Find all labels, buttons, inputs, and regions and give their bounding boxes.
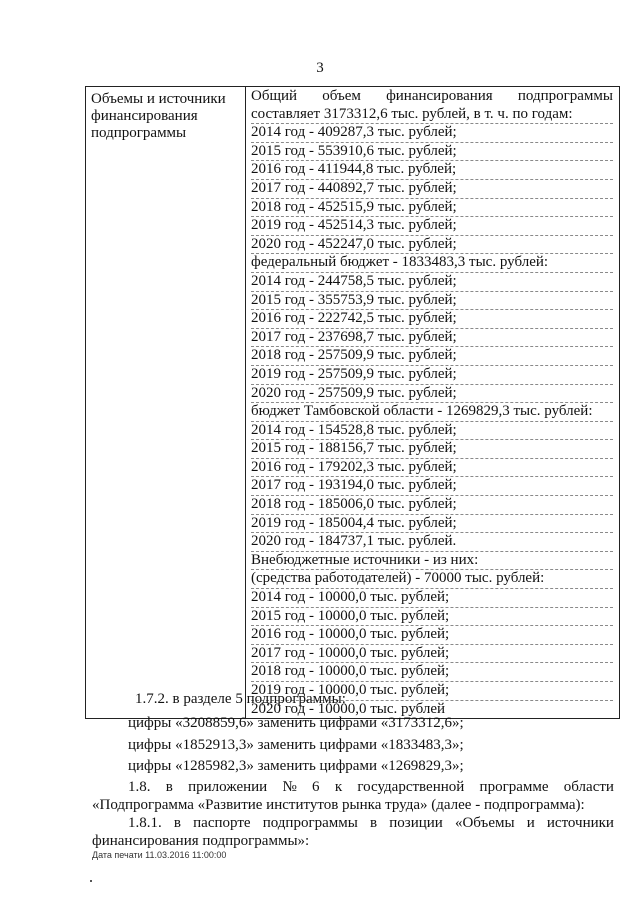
- paragraph-1-8-1-line2: финансирования подпрограммы»:: [92, 833, 310, 849]
- federal-year-line: 2017 год - 237698,7 тыс. рублей;: [251, 329, 613, 348]
- regional-year-line: 2015 год - 188156,7 тыс. рублей;: [251, 440, 613, 459]
- financing-details-cell: [246, 87, 620, 719]
- total-year-line: 2019 год - 452514,3 тыс. рублей;: [251, 217, 613, 236]
- federal-year-line: 2019 год - 257509,9 тыс. рублей;: [251, 366, 613, 385]
- federal-year-line: 2015 год - 355753,9 тыс. рублей;: [251, 292, 613, 311]
- extrabudgetary-year-line: 2019 год - 10000,0 тыс. рублей;: [251, 682, 613, 701]
- extrabudgetary-year-line: 2018 год - 10000,0 тыс. рублей;: [251, 663, 613, 682]
- federal-year-line: 2014 год - 244758,5 тыс. рублей;: [251, 273, 613, 292]
- total-financing-amount: составляет 3173312,6 тыс. рублей, в т. ч. по годам:: [251, 106, 613, 125]
- federal-year-line: 2016 год - 222742,5 тыс. рублей;: [251, 310, 613, 329]
- total-year-line: 2014 год - 409287,3 тыс. рублей;: [251, 124, 613, 143]
- extrabudgetary-year-line: 2015 год - 10000,0 тыс. рублей;: [251, 608, 613, 627]
- total-year-line: 2020 год - 452247,0 тыс. рублей;: [251, 236, 613, 255]
- table-row: [86, 87, 620, 719]
- regional-year-line: 2018 год - 185006,0 тыс. рублей;: [251, 496, 613, 515]
- extrabudgetary-year-line: 2020 год - 10000,0 тыс. рублей: [251, 700, 446, 717]
- replacement-line: цифры «1285982,3» заменить цифрами «1269829,3»;: [128, 758, 464, 774]
- financing-passport-table: [85, 86, 620, 719]
- extrabudgetary-subheader: (средства работодателей) - 70000 тыс. рублей:: [251, 570, 613, 589]
- total-financing-intro: Общий объем финансирования подпрограммы: [251, 88, 613, 104]
- regional-year-line: 2017 год - 193194,0 тыс. рублей;: [251, 477, 613, 496]
- extrabudgetary-year-line: 2014 год - 10000,0 тыс. рублей;: [251, 589, 613, 608]
- paragraph-1-8-1-line1: 1.8.1. в паспорте подпрограммы в позиции «Объемы и источники: [128, 815, 614, 831]
- total-year-line: 2018 год - 452515,9 тыс. рублей;: [251, 199, 613, 218]
- position-label-line: финансирования: [91, 108, 198, 124]
- extrabudgetary-year-line: 2016 год - 10000,0 тыс. рублей;: [251, 626, 613, 645]
- print-date: Дата печати 11.03.2016 11:00:00: [92, 850, 227, 860]
- extrabudgetary-year-line: 2017 год - 10000,0 тыс. рублей;: [251, 645, 613, 664]
- total-year-line: 2017 год - 440892,7 тыс. рублей;: [251, 180, 613, 199]
- regional-year-line: 2014 год - 154528,8 тыс. рублей;: [251, 422, 613, 441]
- replacement-line: цифры «1852913,3» заменить цифрами «1833483,3»;: [128, 737, 464, 753]
- position-label-cell: [86, 87, 246, 719]
- position-label-line: подпрограммы: [91, 125, 187, 141]
- federal-year-line: 2020 год - 257509,9 тыс. рублей;: [251, 385, 613, 404]
- scan-speck: [90, 880, 92, 882]
- regional-budget-header: бюджет Тамбовской области - 1269829,3 тыс. рублей:: [251, 403, 613, 422]
- regional-year-line: 2019 год - 185004,4 тыс. рублей;: [251, 515, 613, 534]
- position-label-line: Объемы и источники: [91, 91, 226, 107]
- total-year-line: 2016 год - 411944,8 тыс. рублей;: [251, 161, 613, 180]
- paragraph-1-8-line2: «Подпрограмма «Развитие институтов рынка труда» (далее - подпрограмма):: [92, 797, 585, 813]
- paragraph-1-7-2: 1.7.2. в разделе 5 подпрограммы:: [135, 691, 346, 707]
- regional-year-line: 2016 год - 179202,3 тыс. рублей;: [251, 459, 613, 478]
- federal-year-line: 2018 год - 257509,9 тыс. рублей;: [251, 347, 613, 366]
- replacement-line: цифры «3208859,6» заменить цифрами «3173312,6»;: [128, 715, 464, 731]
- federal-budget-header: федеральный бюджет - 1833483,3 тыс. рублей:: [251, 254, 613, 273]
- paragraph-1-8-line1: 1.8. в приложении № 6 к государственной программе области: [128, 779, 614, 795]
- extrabudgetary-header: Внебюджетные источники - из них:: [251, 552, 613, 571]
- page-number: 3: [316, 60, 324, 76]
- regional-year-line: 2020 год - 184737,1 тыс. рублей.: [251, 533, 613, 552]
- total-year-line: 2015 год - 553910,6 тыс. рублей;: [251, 143, 613, 162]
